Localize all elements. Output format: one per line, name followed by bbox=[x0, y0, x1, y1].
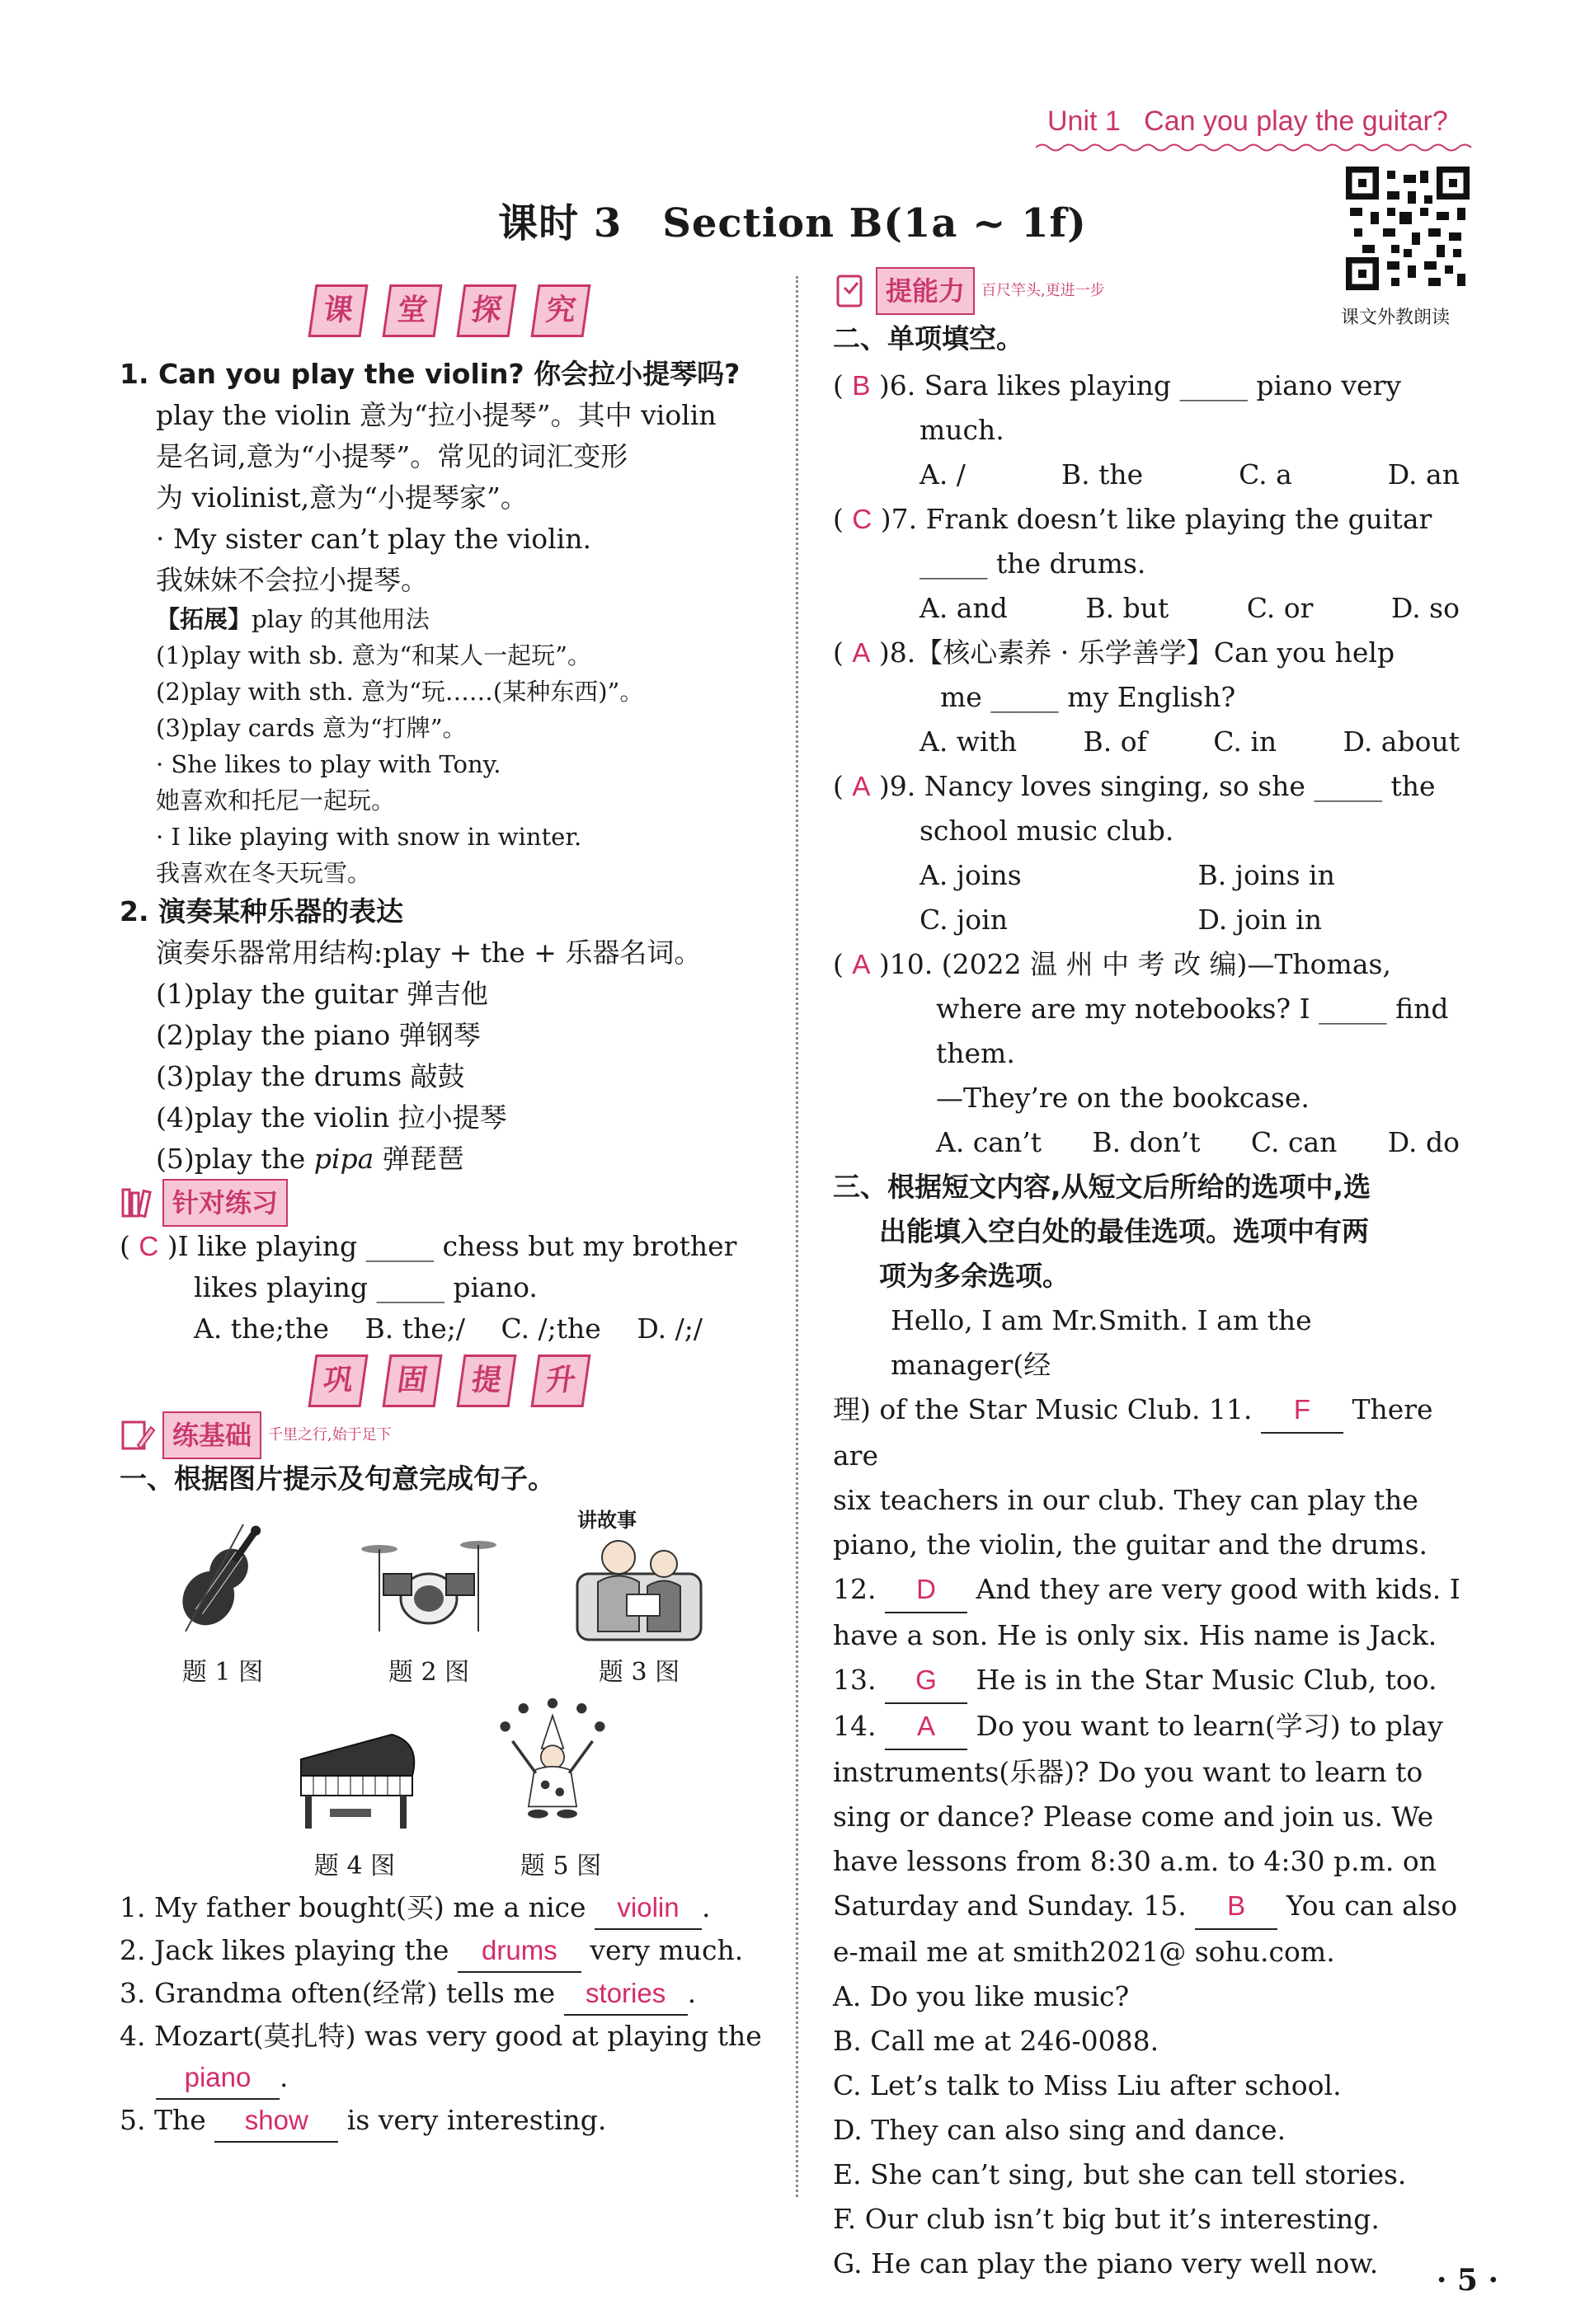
sentence-1-text: 1. My father bought(买) me a nice bbox=[120, 1891, 586, 1923]
q6-answer: B bbox=[852, 370, 871, 401]
option[interactable]: A. can’t bbox=[936, 1126, 1042, 1158]
option[interactable]: D. about bbox=[1343, 725, 1460, 758]
sentence-4-end: . bbox=[280, 2061, 289, 2093]
option[interactable]: C. join bbox=[919, 904, 1008, 936]
sentence-5-answer[interactable]: show bbox=[214, 2100, 338, 2143]
point2-item: (4)play the violin 拉小提琴 bbox=[156, 1101, 507, 1134]
passage-text: Saturday and Sunday. 15. bbox=[833, 1890, 1187, 1922]
practice-tag: 针对练习 bbox=[162, 1179, 288, 1227]
part3-title-1: 三、根据短文内容,从短文后所给的选项中,选 bbox=[833, 1171, 1371, 1203]
passage-line bbox=[833, 1567, 1476, 1613]
caption-3: 题 3 图 bbox=[598, 1658, 680, 1687]
sentence-5-text: 5. The bbox=[120, 2104, 206, 2136]
example-en: · She likes to play with Tony. bbox=[156, 750, 501, 778]
piano-image bbox=[285, 1710, 425, 1833]
q7-text: 7. Frank doesn’t like playing the guitar bbox=[891, 503, 1432, 535]
passage-line: have lessons from 8:30 a.m. to 4:30 p.m. on bbox=[833, 1845, 1437, 1877]
passage-text: There are bbox=[833, 1393, 1433, 1472]
q7: ( C )7. Frank doesn’t like playing the guitar bbox=[833, 503, 1432, 535]
point2-intro: 演奏乐器常用结构:play + the + 乐器名词。 bbox=[156, 937, 702, 969]
story-label: 讲故事 bbox=[577, 1509, 637, 1532]
option[interactable]: D. join in bbox=[1197, 904, 1322, 936]
books-icon bbox=[120, 1185, 156, 1221]
point2-item: (3)play the drums 敲鼓 bbox=[156, 1060, 465, 1092]
extension-item: (2)play with sth. 意为“玩……(某种东西)”。 bbox=[156, 678, 644, 706]
sentence-4-answer[interactable]: piano bbox=[156, 2057, 280, 2100]
q9-answer: A bbox=[852, 771, 871, 801]
left-column bbox=[120, 293, 779, 2143]
q10-text3: them. bbox=[936, 1037, 1015, 1069]
banner-char: 究 bbox=[531, 284, 591, 337]
q6-text2: much. bbox=[919, 414, 1004, 446]
option[interactable]: B. joins in bbox=[1197, 859, 1335, 891]
example-en: · My sister can’t play the violin. bbox=[156, 523, 591, 555]
passage-line: Hello, I am Mr.Smith. I am the manager(经 bbox=[891, 1304, 1312, 1381]
passage-line: piano, the violin, the guitar and the drums. bbox=[833, 1528, 1428, 1561]
extension-line bbox=[120, 601, 779, 637]
q8: ( A )8.【核心素养 · 乐学善学】Can you help bbox=[833, 636, 1395, 669]
passage-text: And they are very good with kids. I bbox=[976, 1573, 1460, 1605]
q10-options bbox=[833, 1120, 1476, 1165]
banner-char: 探 bbox=[457, 284, 517, 337]
choice-option: B. Call me at 246-0088. bbox=[833, 2025, 1159, 2057]
sentence-3-answer[interactable]: stories bbox=[564, 1973, 688, 2016]
point1-line: 为 violinist,意为“小提琴家”。 bbox=[156, 481, 528, 514]
picture-area bbox=[120, 1500, 779, 1887]
option[interactable]: B. of bbox=[1083, 725, 1147, 758]
passage-line bbox=[833, 1884, 1476, 1930]
extension-label: 【拓展】 bbox=[156, 605, 252, 633]
q6-options bbox=[833, 453, 1476, 497]
option[interactable]: C. can bbox=[1250, 1126, 1338, 1158]
q8-text2: me _____ my English? bbox=[940, 681, 1236, 713]
banner-char: 固 bbox=[383, 1354, 443, 1407]
sentence-3 bbox=[120, 1973, 779, 2016]
q9-options bbox=[833, 853, 1476, 942]
sentence-2-end: very much. bbox=[590, 1934, 744, 1966]
practice-options: A. the;the B. the;/ C. /;the D. /;/ bbox=[194, 1312, 703, 1345]
extension-text: play 的其他用法 bbox=[252, 605, 430, 633]
passage-line bbox=[833, 1658, 1476, 1704]
sentence-5 bbox=[120, 2100, 779, 2143]
option[interactable]: A. / bbox=[919, 458, 966, 491]
passage-text: Do you want to learn(学习) to play bbox=[976, 1710, 1443, 1742]
header-wave-decoration bbox=[1036, 142, 1473, 153]
practice-q2: likes playing _____ piano. bbox=[194, 1271, 538, 1303]
option[interactable]: D. do bbox=[1387, 1126, 1460, 1158]
point2-item: (1)play the guitar 弹吉他 bbox=[156, 978, 488, 1010]
basic-tag: 练基础 bbox=[162, 1411, 261, 1459]
choice-option: G. He can play the piano very well now. bbox=[833, 2247, 1379, 2279]
ability-tag: 提能力 bbox=[876, 267, 975, 315]
point2-item: (2)play the piano 弹钢琴 bbox=[156, 1019, 481, 1051]
passage-text: You can also bbox=[1286, 1890, 1458, 1922]
practice-answer: C bbox=[139, 1231, 159, 1261]
practice-q1: I like playing _____ chess but my brother bbox=[177, 1230, 737, 1262]
caption-1: 题 1 图 bbox=[181, 1658, 264, 1687]
passage-line: have a son. He is only six. His name is Jack. bbox=[833, 1619, 1437, 1651]
answer-13[interactable]: G bbox=[885, 1658, 967, 1704]
answer-11[interactable]: F bbox=[1261, 1387, 1343, 1434]
passage-line: instruments(乐器)? Do you want to learn to bbox=[833, 1756, 1423, 1788]
q8-text: 8.【核心素养 · 乐学善学】Can you help bbox=[889, 636, 1395, 669]
passage-text: 13. bbox=[833, 1664, 877, 1696]
sentence-1-end: . bbox=[702, 1891, 711, 1923]
point2-item5-italic: pipa bbox=[313, 1143, 374, 1175]
q10: ( A )10. (2022 温 州 中 考 改 编)—Thomas, bbox=[833, 948, 1391, 980]
option[interactable]: B. don’t bbox=[1092, 1126, 1201, 1158]
running-header bbox=[1047, 106, 1448, 138]
sentence-3-end: . bbox=[687, 1977, 697, 2009]
q10-text4: —They’re on the bookcase. bbox=[936, 1082, 1310, 1114]
page-title: 课时 3 Section B(1a ~ 1f) bbox=[498, 200, 1087, 246]
passage-text: 14. bbox=[833, 1710, 877, 1742]
caption-2: 题 2 图 bbox=[388, 1658, 470, 1687]
page-number: · 5 · bbox=[1436, 2263, 1498, 2298]
option[interactable]: C. or bbox=[1246, 592, 1314, 624]
caption-4: 题 4 图 bbox=[313, 1852, 396, 1880]
q8-answer: A bbox=[852, 637, 871, 668]
q9-text2: school music club. bbox=[919, 815, 1174, 847]
storytelling-image bbox=[569, 1524, 709, 1648]
sentence-2-text: 2. Jack likes playing the bbox=[120, 1934, 449, 1966]
option[interactable]: A. and bbox=[919, 592, 1008, 624]
part3-title-2: 出能填入空白处的最佳选项。选项中有两 bbox=[879, 1215, 1369, 1247]
q7-options bbox=[833, 586, 1476, 631]
header-title: Can you play the guitar? bbox=[1144, 106, 1448, 137]
example-zh: 她喜欢和托尼一起玩。 bbox=[156, 786, 396, 815]
banner-char: 课 bbox=[308, 284, 369, 337]
choice-option: C. Let’s talk to Miss Liu after school. bbox=[833, 2069, 1342, 2101]
ability-banner bbox=[833, 268, 1476, 314]
passage-line: six teachers in our club. They can play the bbox=[833, 1484, 1418, 1516]
q8-options bbox=[833, 720, 1476, 764]
section-banner-consolidate bbox=[120, 1354, 779, 1407]
q10-answer: A bbox=[852, 949, 871, 979]
practice-banner bbox=[120, 1180, 779, 1226]
point2-item bbox=[120, 1139, 779, 1180]
banner-char: 升 bbox=[531, 1354, 591, 1407]
caption-5: 题 5 图 bbox=[520, 1852, 602, 1880]
example-zh: 我喜欢在冬天玩雪。 bbox=[156, 859, 372, 887]
answer-12[interactable]: D bbox=[885, 1567, 967, 1613]
choice-option: F. Our club isn’t big but it’s interesting. bbox=[833, 2203, 1380, 2235]
q6-text: 6. Sara likes playing _____ piano very bbox=[889, 369, 1401, 401]
sentence-4: 4. Mozart(莫扎特) was very good at playing the bbox=[120, 2020, 762, 2052]
choice-option: D. They can also sing and dance. bbox=[833, 2114, 1286, 2146]
section-banner-explore bbox=[120, 284, 779, 337]
sentence-1-answer[interactable]: violin bbox=[595, 1887, 702, 1930]
option[interactable]: D. so bbox=[1390, 592, 1460, 624]
q10-text: 10. (2022 温 州 中 考 改 编)—Thomas, bbox=[889, 948, 1391, 980]
banner-char: 巩 bbox=[308, 1354, 369, 1407]
example-zh: 我妹妹不会拉小提琴。 bbox=[156, 564, 428, 596]
option[interactable]: A. with bbox=[919, 725, 1018, 758]
point1-line: play the violin 意为“拉小提琴”。其中 violin bbox=[156, 399, 717, 431]
part3-title-3: 项为多余选项。 bbox=[879, 1260, 1070, 1292]
option[interactable]: B. but bbox=[1085, 592, 1169, 624]
answer-14[interactable]: A bbox=[885, 1704, 967, 1750]
option[interactable]: C. a bbox=[1239, 458, 1292, 491]
q10-text2: where are my notebooks? I _____ find bbox=[936, 993, 1449, 1025]
passage-line bbox=[833, 1704, 1476, 1750]
point2-item5-pre: (5)play the bbox=[156, 1143, 314, 1175]
passage-line bbox=[833, 1387, 1476, 1478]
choice-option: E. She can’t sing, but she can tell stories. bbox=[833, 2158, 1407, 2190]
ability-slogan: 百尺竿头,更进一步 bbox=[981, 282, 1105, 299]
basic-slogan: 千里之行,始于足下 bbox=[268, 1426, 392, 1444]
badge-icon bbox=[833, 273, 869, 309]
choice-option: A. Do you like music? bbox=[833, 1980, 1130, 2012]
juggler-show-image bbox=[482, 1697, 623, 1821]
option[interactable]: A. joins bbox=[919, 859, 1022, 891]
part2-title: 二、单项填空。 bbox=[833, 322, 1023, 354]
part1-title: 一、根据图片提示及句意完成句子。 bbox=[120, 1462, 555, 1495]
q6: ( B )6. Sara likes playing _____ piano very bbox=[833, 369, 1401, 401]
drums-image bbox=[359, 1516, 499, 1640]
banner-char: 堂 bbox=[383, 284, 443, 337]
option[interactable]: C. in bbox=[1213, 725, 1277, 758]
q9-text: 9. Nancy loves singing, so she _____ the bbox=[889, 770, 1436, 802]
extension-item: (1)play with sb. 意为“和某人一起玩”。 bbox=[156, 641, 591, 669]
q7-text2: _____ the drums. bbox=[919, 547, 1146, 580]
q9: ( A )9. Nancy loves singing, so she _____ the bbox=[833, 770, 1436, 802]
passage-text: 理) of the Star Music Club. 11. bbox=[833, 1393, 1253, 1425]
option[interactable]: B. the bbox=[1061, 458, 1144, 491]
point1-title: 1. Can you play the violin? 你会拉小提琴吗? bbox=[120, 358, 741, 390]
violin-image bbox=[153, 1516, 293, 1640]
sentence-2-answer[interactable]: drums bbox=[458, 1930, 581, 1973]
column-divider bbox=[796, 276, 798, 2197]
example-en: · I like playing with snow in winter. bbox=[156, 823, 582, 851]
extension-item: (3)play cards 意为“打牌”。 bbox=[156, 714, 467, 742]
passage-text: 12. bbox=[833, 1573, 877, 1605]
sentence-5-end: is very interesting. bbox=[346, 2104, 607, 2136]
sentence-4-cont bbox=[120, 2057, 779, 2100]
basic-banner bbox=[120, 1412, 779, 1458]
q7-answer: C bbox=[852, 504, 872, 534]
practice-question: ( C )I like playing _____ chess but my brother bbox=[120, 1230, 737, 1262]
point2-item5-post: 弹琵琶 bbox=[374, 1143, 464, 1175]
banner-char: 提 bbox=[457, 1354, 517, 1407]
qr-caption: 课文外教朗读 bbox=[1341, 308, 1451, 328]
answer-15[interactable]: B bbox=[1195, 1884, 1277, 1930]
header-unit: Unit 1 bbox=[1047, 106, 1121, 137]
sentence-2 bbox=[120, 1930, 779, 1973]
sentence-1 bbox=[120, 1887, 779, 1930]
sentence-3-text: 3. Grandma often(经常) tells me bbox=[120, 1977, 556, 2009]
option[interactable]: D. an bbox=[1387, 458, 1460, 491]
point1-line: 是名词,意为“小提琴”。常见的词汇变形 bbox=[156, 440, 628, 472]
passage-line: e-mail me at smith2021@ sohu.com. bbox=[833, 1936, 1335, 1968]
passage-line: sing or dance? Please come and join us. We bbox=[833, 1801, 1434, 1833]
pencil-note-icon bbox=[120, 1417, 156, 1453]
passage-text: He is in the Star Music Club, too. bbox=[976, 1664, 1437, 1696]
point2-title: 2. 演奏某种乐器的表达 bbox=[120, 895, 403, 927]
